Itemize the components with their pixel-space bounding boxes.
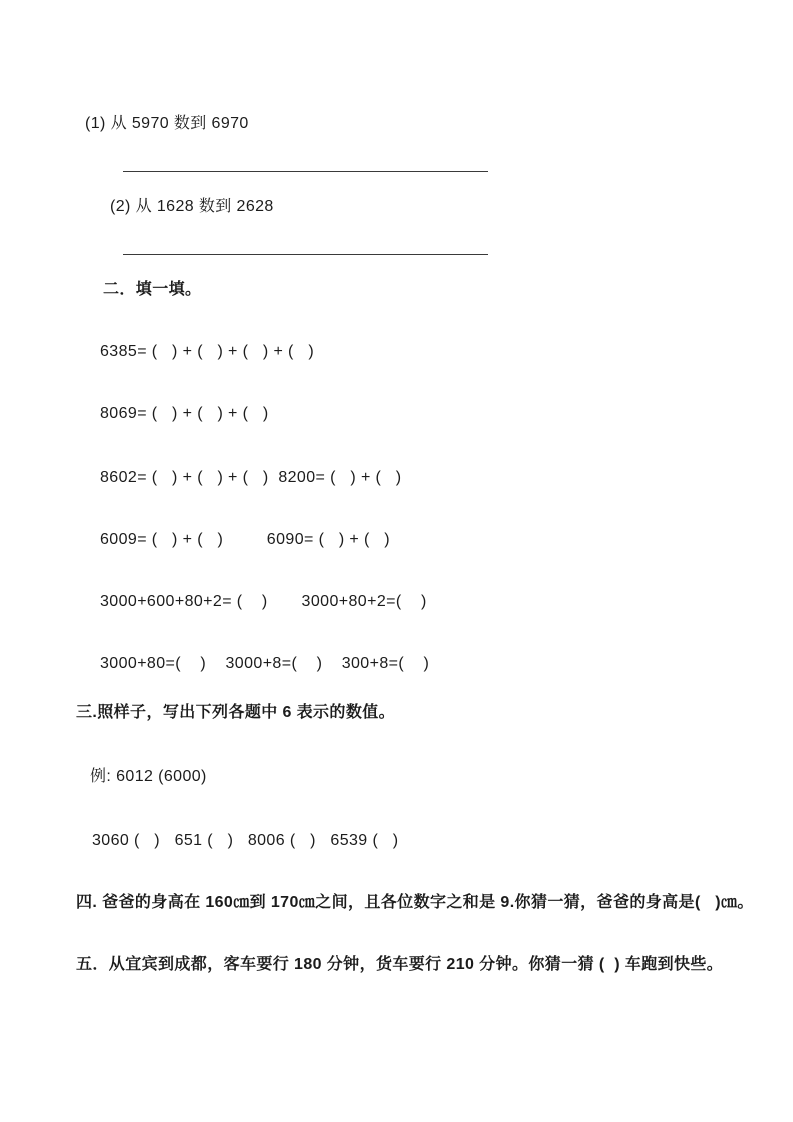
fill-line-6009-6090: 6009= ( ) + ( ) 6090= ( ) + ( ) [100,531,391,548]
question-four: 四. 爸爸的身高在 160㎝到 170㎝之间，且各位数字之和是 9.你猜一猜，爸爸的身高是( )㎝。 [76,894,754,911]
fill-line-6385: 6385= ( ) + ( ) + ( ) + ( ) [100,343,315,360]
fill-line-3000-80: 3000+80=( ) 3000+8=( ) 300+8=( ) [100,655,430,672]
fill-line-8069: 8069= ( ) + ( ) + ( ) [100,405,269,422]
section-three-heading: 三.照样子，写出下列各题中 6 表示的数值。 [76,704,396,721]
answer-blank-line-1 [123,171,488,172]
section-two-heading: 二．填一填。 [103,281,202,298]
section-three-items: 3060 ( ) 651 ( ) 8006 ( ) 6539 ( ) [92,832,399,849]
counting-item-1: (1) 从 5970 数到 6970 [85,115,249,132]
answer-blank-line-2 [123,254,488,255]
question-five: 五．从宜宾到成都，客车要行 180 分钟，货车要行 210 分钟。你猜一猜 ( ) 车跑到快些。 [76,956,724,973]
section-three-example: 例: 6012 (6000) [90,768,207,785]
fill-line-3000-600-80-2: 3000+600+80+2= ( ) 3000+80+2=( ) [100,593,427,610]
counting-item-2: (2) 从 1628 数到 2628 [110,198,274,215]
fill-line-8602-8200: 8602= ( ) + ( ) + ( ) 8200= ( ) + ( ) [100,469,402,486]
